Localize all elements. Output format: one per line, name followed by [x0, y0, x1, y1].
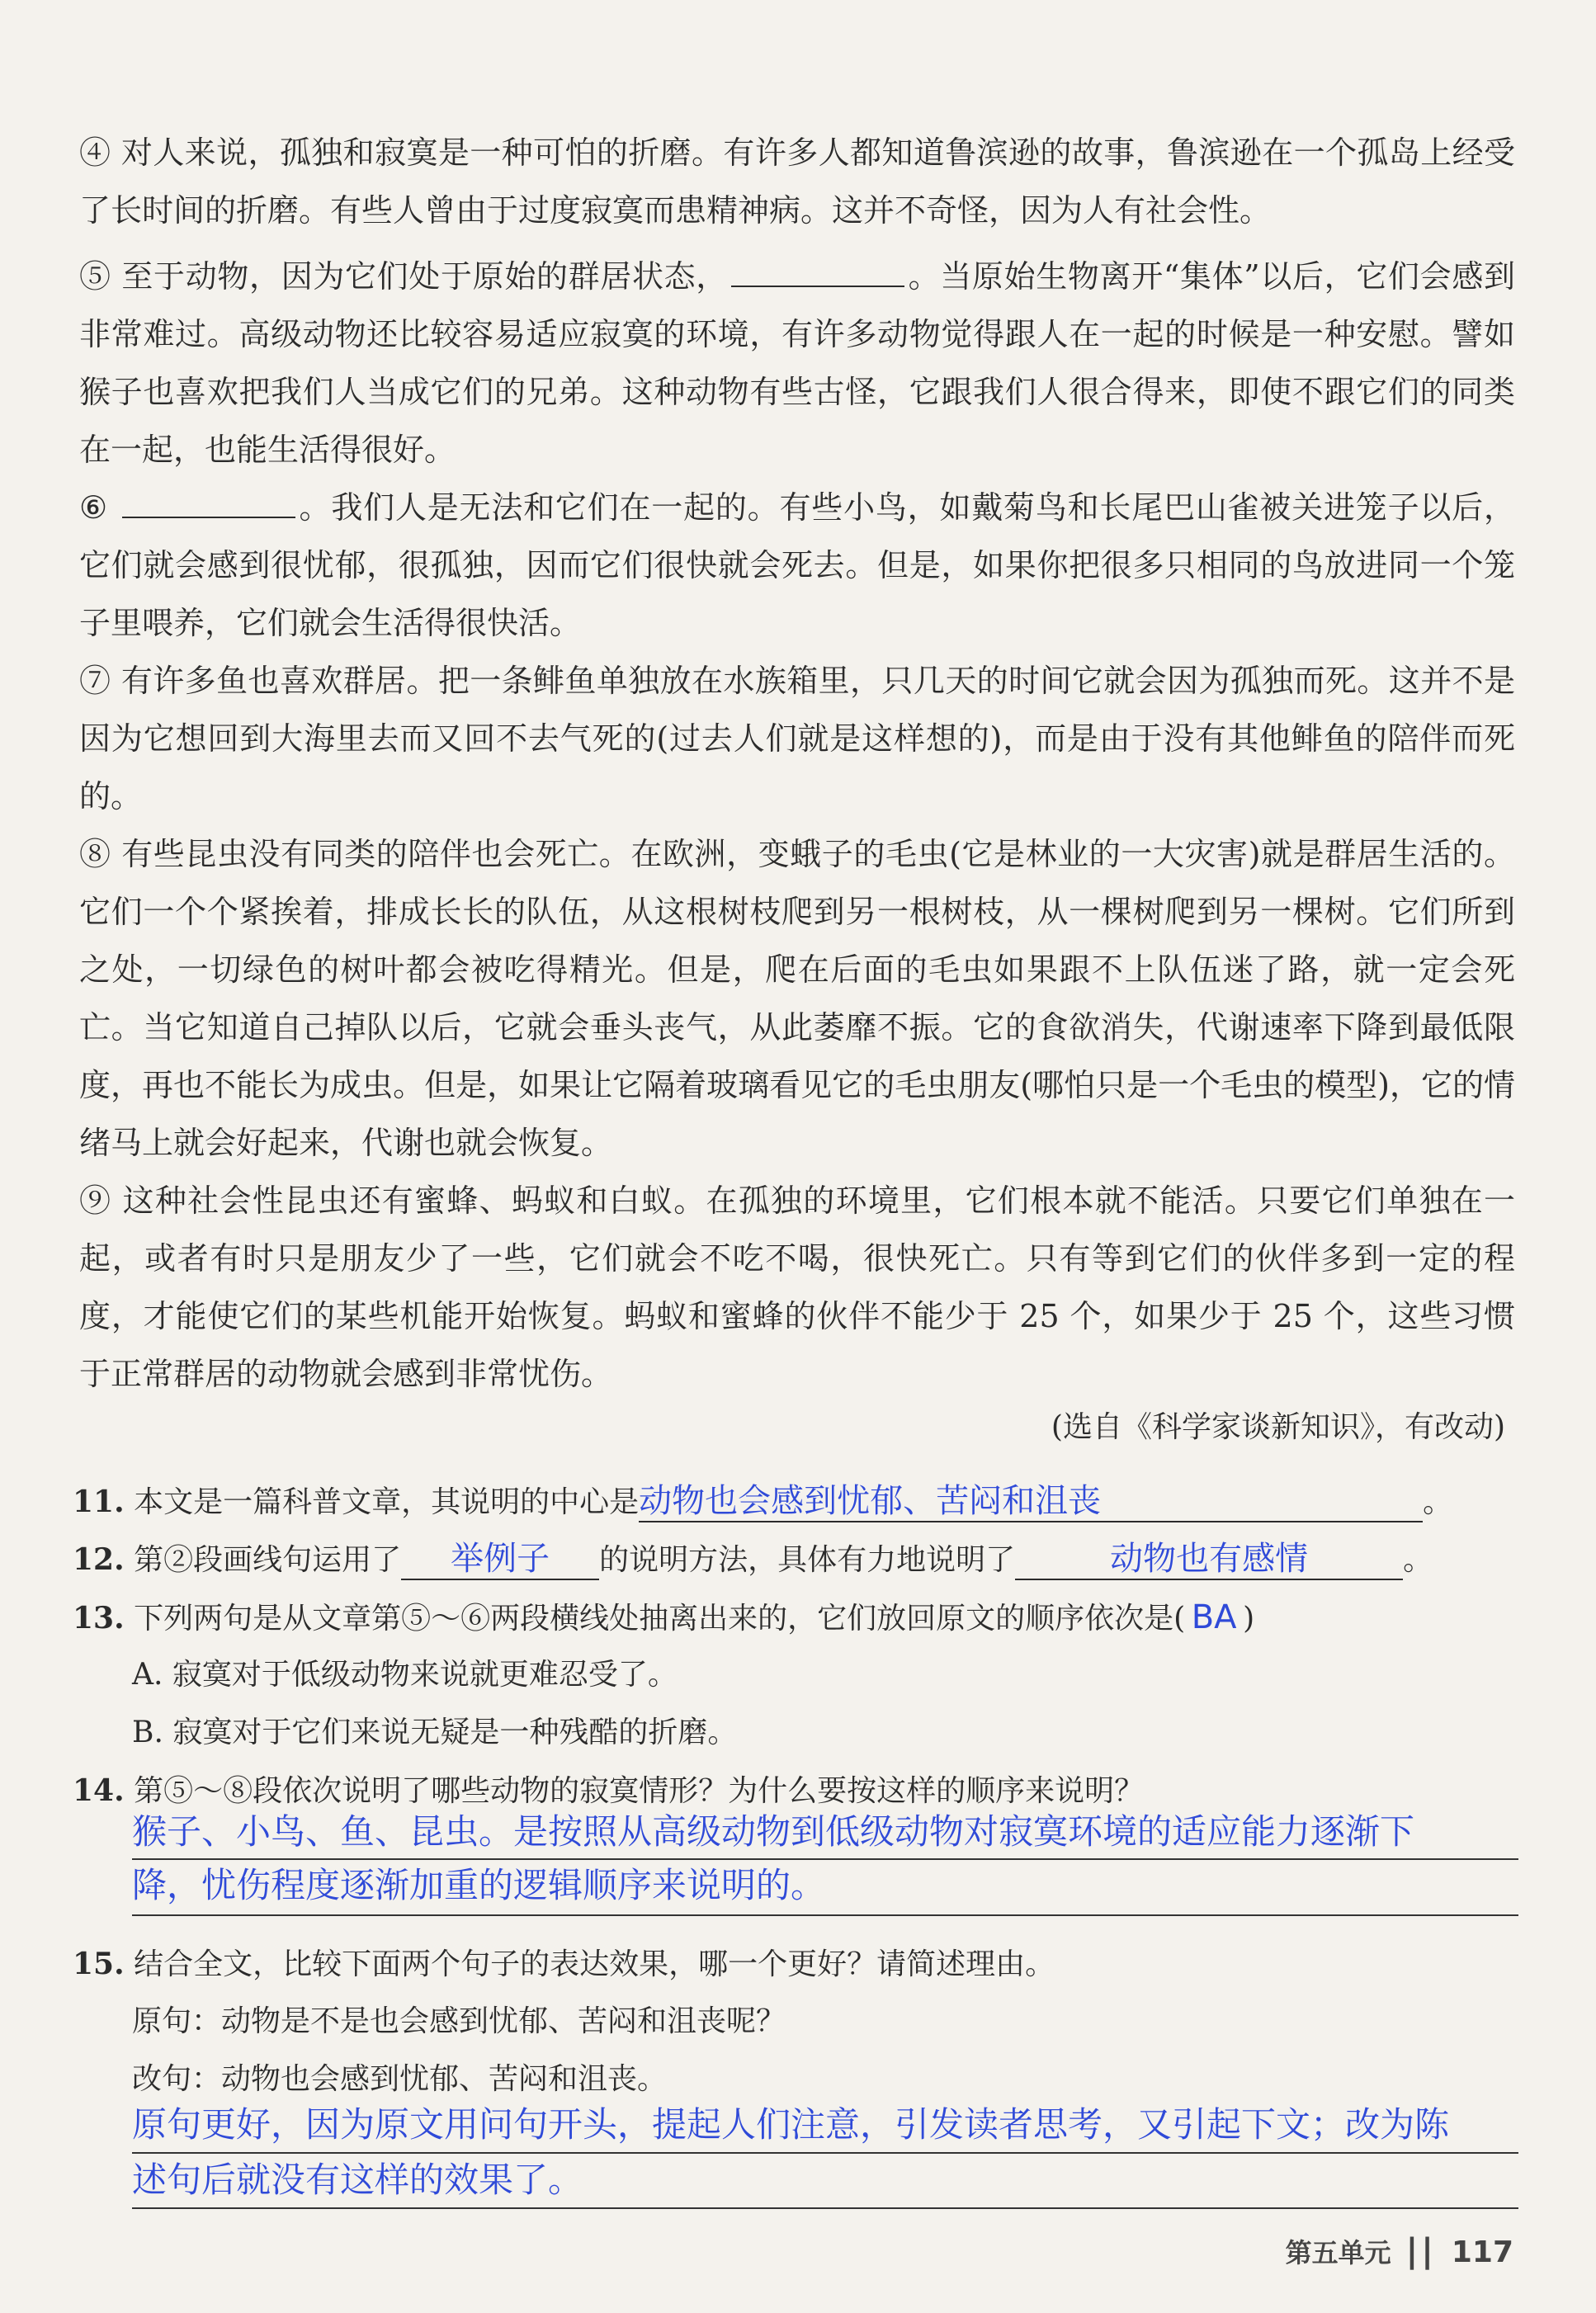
- question-14-answer-line-1[interactable]: 猴子、小鸟、鱼、昆虫。是按照从高级动物到低级动物对寂寞环境的适应能力逐渐下: [132, 1811, 1415, 1852]
- question-12-answer-a[interactable]: 举例子: [401, 1539, 599, 1580]
- question-14-rule-1: [132, 1858, 1518, 1860]
- paragraph-5: [79, 248, 1515, 479]
- question-15-revised-sentence: 改句：动物也会感到忧郁、苦闷和沮丧。: [132, 2062, 668, 2096]
- question-15-text: 结合全文，比较下面两个句子的表达效果，哪一个更好？请简述理由。: [134, 1947, 1055, 1981]
- source-citation: (选自《科学家谈新知识》，有改动): [1051, 1410, 1505, 1444]
- question-11: [73, 1477, 1525, 1527]
- question-13-option-b: B. 寂寞对于它们来说无疑是一种残酷的折磨。: [132, 1716, 738, 1749]
- question-11-answer[interactable]: 动物也会感到忧郁、苦闷和沮丧: [639, 1481, 1423, 1522]
- paragraph-4-text: ④ 对人来说，孤独和寂寞是一种可怕的折磨。有许多人都知道鲁滨逊的故事，鲁滨逊在一个孤岛上经受了长时间的折磨。有些人曾由于过度寂寞而患精神病。这并不奇怪，因为人有社会性。: [79, 135, 1515, 229]
- question-12-answer-b[interactable]: 动物也有感情: [1015, 1539, 1403, 1580]
- question-12-text-a: 第②段画线句运用了: [134, 1543, 402, 1577]
- question-14-rule-2: [132, 1914, 1518, 1916]
- paragraph-6-marker: ⑥: [79, 489, 108, 526]
- paragraph-6-blank: [122, 487, 295, 518]
- question-15-rule-1: [132, 2152, 1518, 2154]
- question-12: [73, 1535, 1525, 1585]
- question-13-text: 下列两句是从文章第⑤～⑥两段横线处抽离出来的，它们放回原文的顺序依次是(: [134, 1602, 1186, 1636]
- question-12-text-b: 的说明方法，具体有力地说明了: [599, 1543, 1016, 1577]
- unit-label: 第五单元: [1285, 2237, 1391, 2268]
- question-13-end: ): [1243, 1602, 1255, 1636]
- question-11-text: 本文是一篇科普文章，其说明的中心是: [134, 1485, 640, 1519]
- paragraph-9-text: ⑨ 这种社会性昆虫还有蜜蜂、蚂蚁和白蚁。在孤独的环境里，它们根本就不能活。只要它们单独在一起，或者有时只是朋友少了一些，它们就会不吃不喝，很快死亡。只有等到它们的伙伴多到一定的程度，才能使它们的某些机能开始恢复。蚂蚁和蜜蜂的伙伴不能少于 25 个，如果少于 25 个，这些习惯于正常群居的动物就会感到非常忧伤。: [79, 1182, 1515, 1392]
- question-11-number: 11.: [73, 1485, 125, 1519]
- question-15-answer-line-1[interactable]: 原句更好，因为原文用问句开头，提起人们注意，引发读者思考，又引起下文；改为陈: [132, 2104, 1450, 2145]
- question-12-end: 。: [1403, 1543, 1433, 1577]
- question-11-end: 。: [1423, 1485, 1453, 1519]
- question-15-original-sentence: 原句：动物是不是也会感到忧郁、苦闷和沮丧呢？: [132, 2004, 786, 2038]
- question-13-answer[interactable]: BA: [1191, 1598, 1237, 1636]
- paragraph-5-text-b: 。当原始生物离开“集体”以后，它们会感到非常难过。高级动物还比较容易适应寂寞的环境，有许多动物觉得跟人在一起的时候是一种安慰。譬如猴子也喜欢把我们人当成它们的兄弟。这种动物有些古怪，它跟我们人很合得来，即使不跟它们的同类在一起，也能生活得很好。: [79, 258, 1515, 468]
- question-14-answer-line-2[interactable]: 降，忧伤程度逐渐加重的逻辑顺序来说明的。: [132, 1865, 826, 1905]
- page-number: 117: [1451, 2235, 1513, 2269]
- question-14-text: 第⑤～⑧段依次说明了哪些动物的寂寞情形？为什么要按这样的顺序来说明？: [134, 1774, 1145, 1808]
- question-14-number: 14.: [73, 1773, 125, 1808]
- paragraph-4: [79, 124, 1515, 239]
- question-15-rule-2: [132, 2207, 1518, 2209]
- question-15: [73, 1939, 1525, 1990]
- paragraph-8-text: ⑧ 有些昆虫没有同类的陪伴也会死亡。在欧洲，变蛾子的毛虫(它是林业的一大灾害)就是群居生活的。它们一个个紧挨着，排成长长的队伍，从这根树枝爬到另一根树枝，从一棵树爬到另一棵树。它们所到之处，一切绿色的树叶都会被吃得精光。但是，爬在后面的毛虫如果跟不上队伍迷了路，就一定会死亡。当它知道自己掉队以后，它就会垂头丧气，从此萎靡不振。它的食欲消失，代谢速率下降到最低限度，再也不能长为成虫。但是，如果让它隔着玻璃看见它的毛虫朋友(哪怕只是一个毛虫的模型)，它的情绪马上就会好起来，代谢也就会恢复。: [79, 836, 1515, 1161]
- paragraph-5-text-a: ⑤ 至于动物，因为它们处于原始的群居状态，: [79, 258, 728, 295]
- paragraph-7: [79, 652, 1515, 825]
- paragraph-7-text: ⑦ 有许多鱼也喜欢群居。把一条鲱鱼单独放在水族箱里，只几天的时间它就会因为孤独而死。这并不是因为它想回到大海里去而又回不去气死的(过去人们就是这样想的)，而是由于没有其他鲱鱼的陪伴而死的。: [79, 663, 1515, 814]
- paragraph-6: [79, 479, 1515, 652]
- paragraph-6-text: 。我们人是无法和它们在一起的。有些小鸟，如戴菊鸟和长尾巴山雀被关进笼子以后，它们就会感到很忧郁，很孤独，因而它们很快就会死去。但是，如果你把很多只相同的鸟放进同一个笼子里喂养，它们就会生活得很快活。: [79, 489, 1515, 641]
- paragraph-8: [79, 825, 1515, 1172]
- question-13-option-a: A. 寂寞对于低级动物来说就更难忍受了。: [132, 1658, 678, 1692]
- question-15-answer-line-2[interactable]: 述句后就没有这样的效果了。: [132, 2160, 583, 2200]
- divider-bars-icon: ||: [1405, 2232, 1437, 2270]
- question-12-number: 12.: [73, 1542, 125, 1577]
- question-13-number: 13.: [73, 1601, 125, 1636]
- paragraph-9: [79, 1172, 1515, 1403]
- paragraph-5-blank: [731, 256, 904, 287]
- question-13: [73, 1593, 1525, 1644]
- page-footer: [1286, 2232, 1513, 2270]
- question-15-number: 15.: [73, 1947, 125, 1981]
